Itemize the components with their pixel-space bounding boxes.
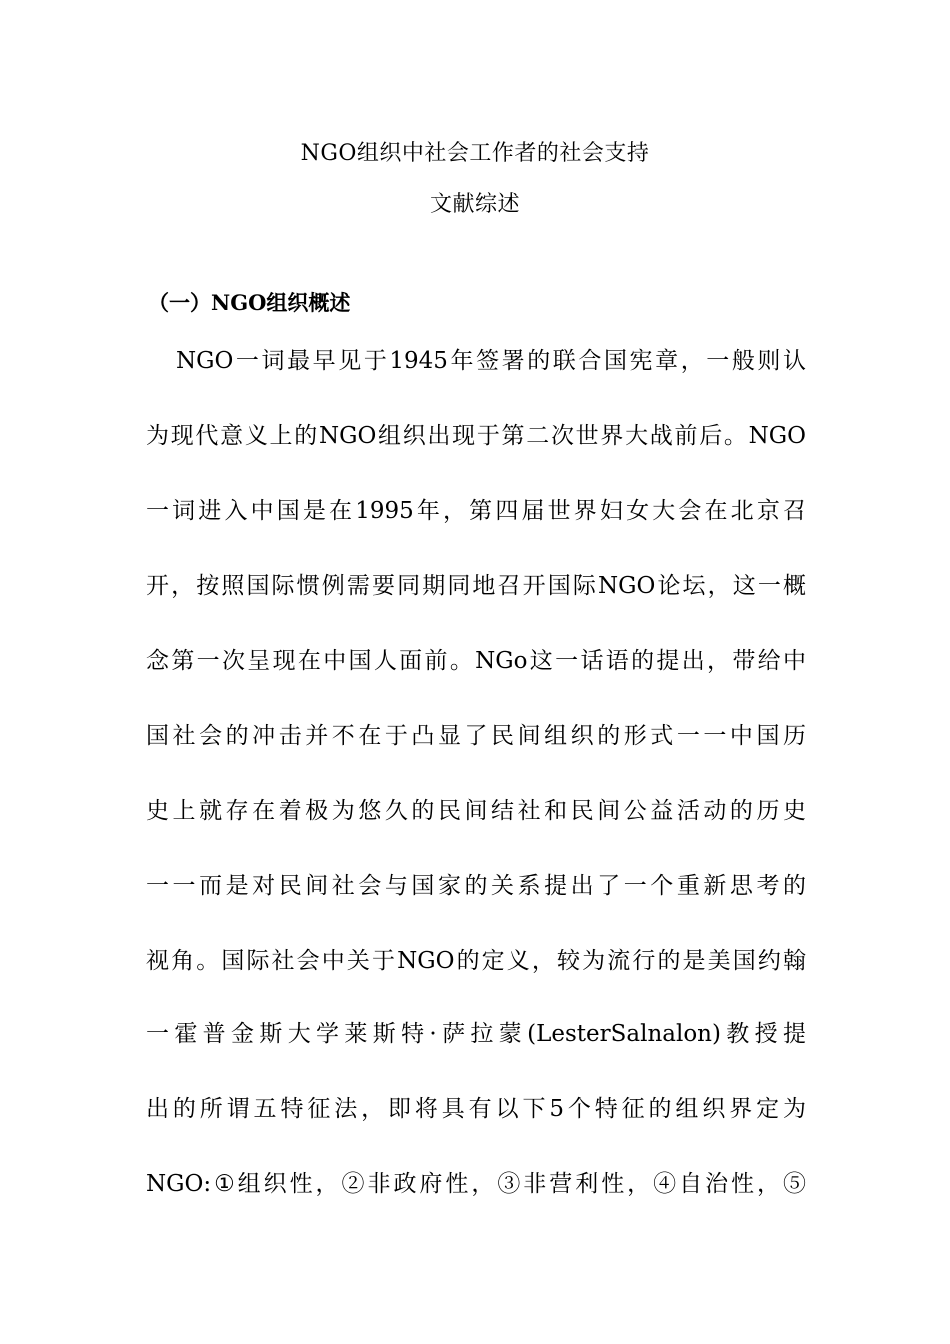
paragraph-line: 史上就存在着极为悠久的民间结社和民间公益活动的历史 <box>146 798 806 824</box>
document-title: NGO组织中社会工作者的社会支持 <box>300 141 650 166</box>
paragraph-line: 一霍普金斯大学莱斯特·萨拉蒙(LesterSalnalon)教授提 <box>146 1021 806 1047</box>
paragraph-line: 一词进入中国是在1995年，第四届世界妇女大会在北京召 <box>146 498 806 524</box>
document-subtitle: 文献综述 <box>429 192 520 217</box>
paragraph-line: 国社会的冲击并不在于凸显了民间组织的形式一一中国历 <box>146 723 806 749</box>
paragraph-line: 开，按照国际惯例需要同期同地召开国际NGO论坛，这一概 <box>146 573 806 599</box>
paragraph-line: 出的所谓五特征法，即将具有以下5个特征的组织界定为 <box>146 1096 806 1122</box>
paragraph-line: 念第一次呈现在中国人面前。NGo这一话语的提出，带给中 <box>146 648 806 674</box>
section-heading: （一）NGO组织概述 <box>148 290 351 315</box>
paragraph-line: NGO一词最早见于1945年签署的联合国宪章，一般则认 <box>176 348 806 374</box>
paragraph-line: 为现代意义上的NGO组织出现于第二次世界大战前后。NGO <box>146 423 806 449</box>
paragraph-line: NGO:①组织性，②非政府性，③非营利性，④自治性，⑤ <box>146 1171 806 1197</box>
paragraph-line: 视角。国际社会中关于NGO的定义，较为流行的是美国约翰 <box>146 948 806 974</box>
paragraph-line: 一一而是对民间社会与国家的关系提出了一个重新思考的 <box>146 873 806 899</box>
